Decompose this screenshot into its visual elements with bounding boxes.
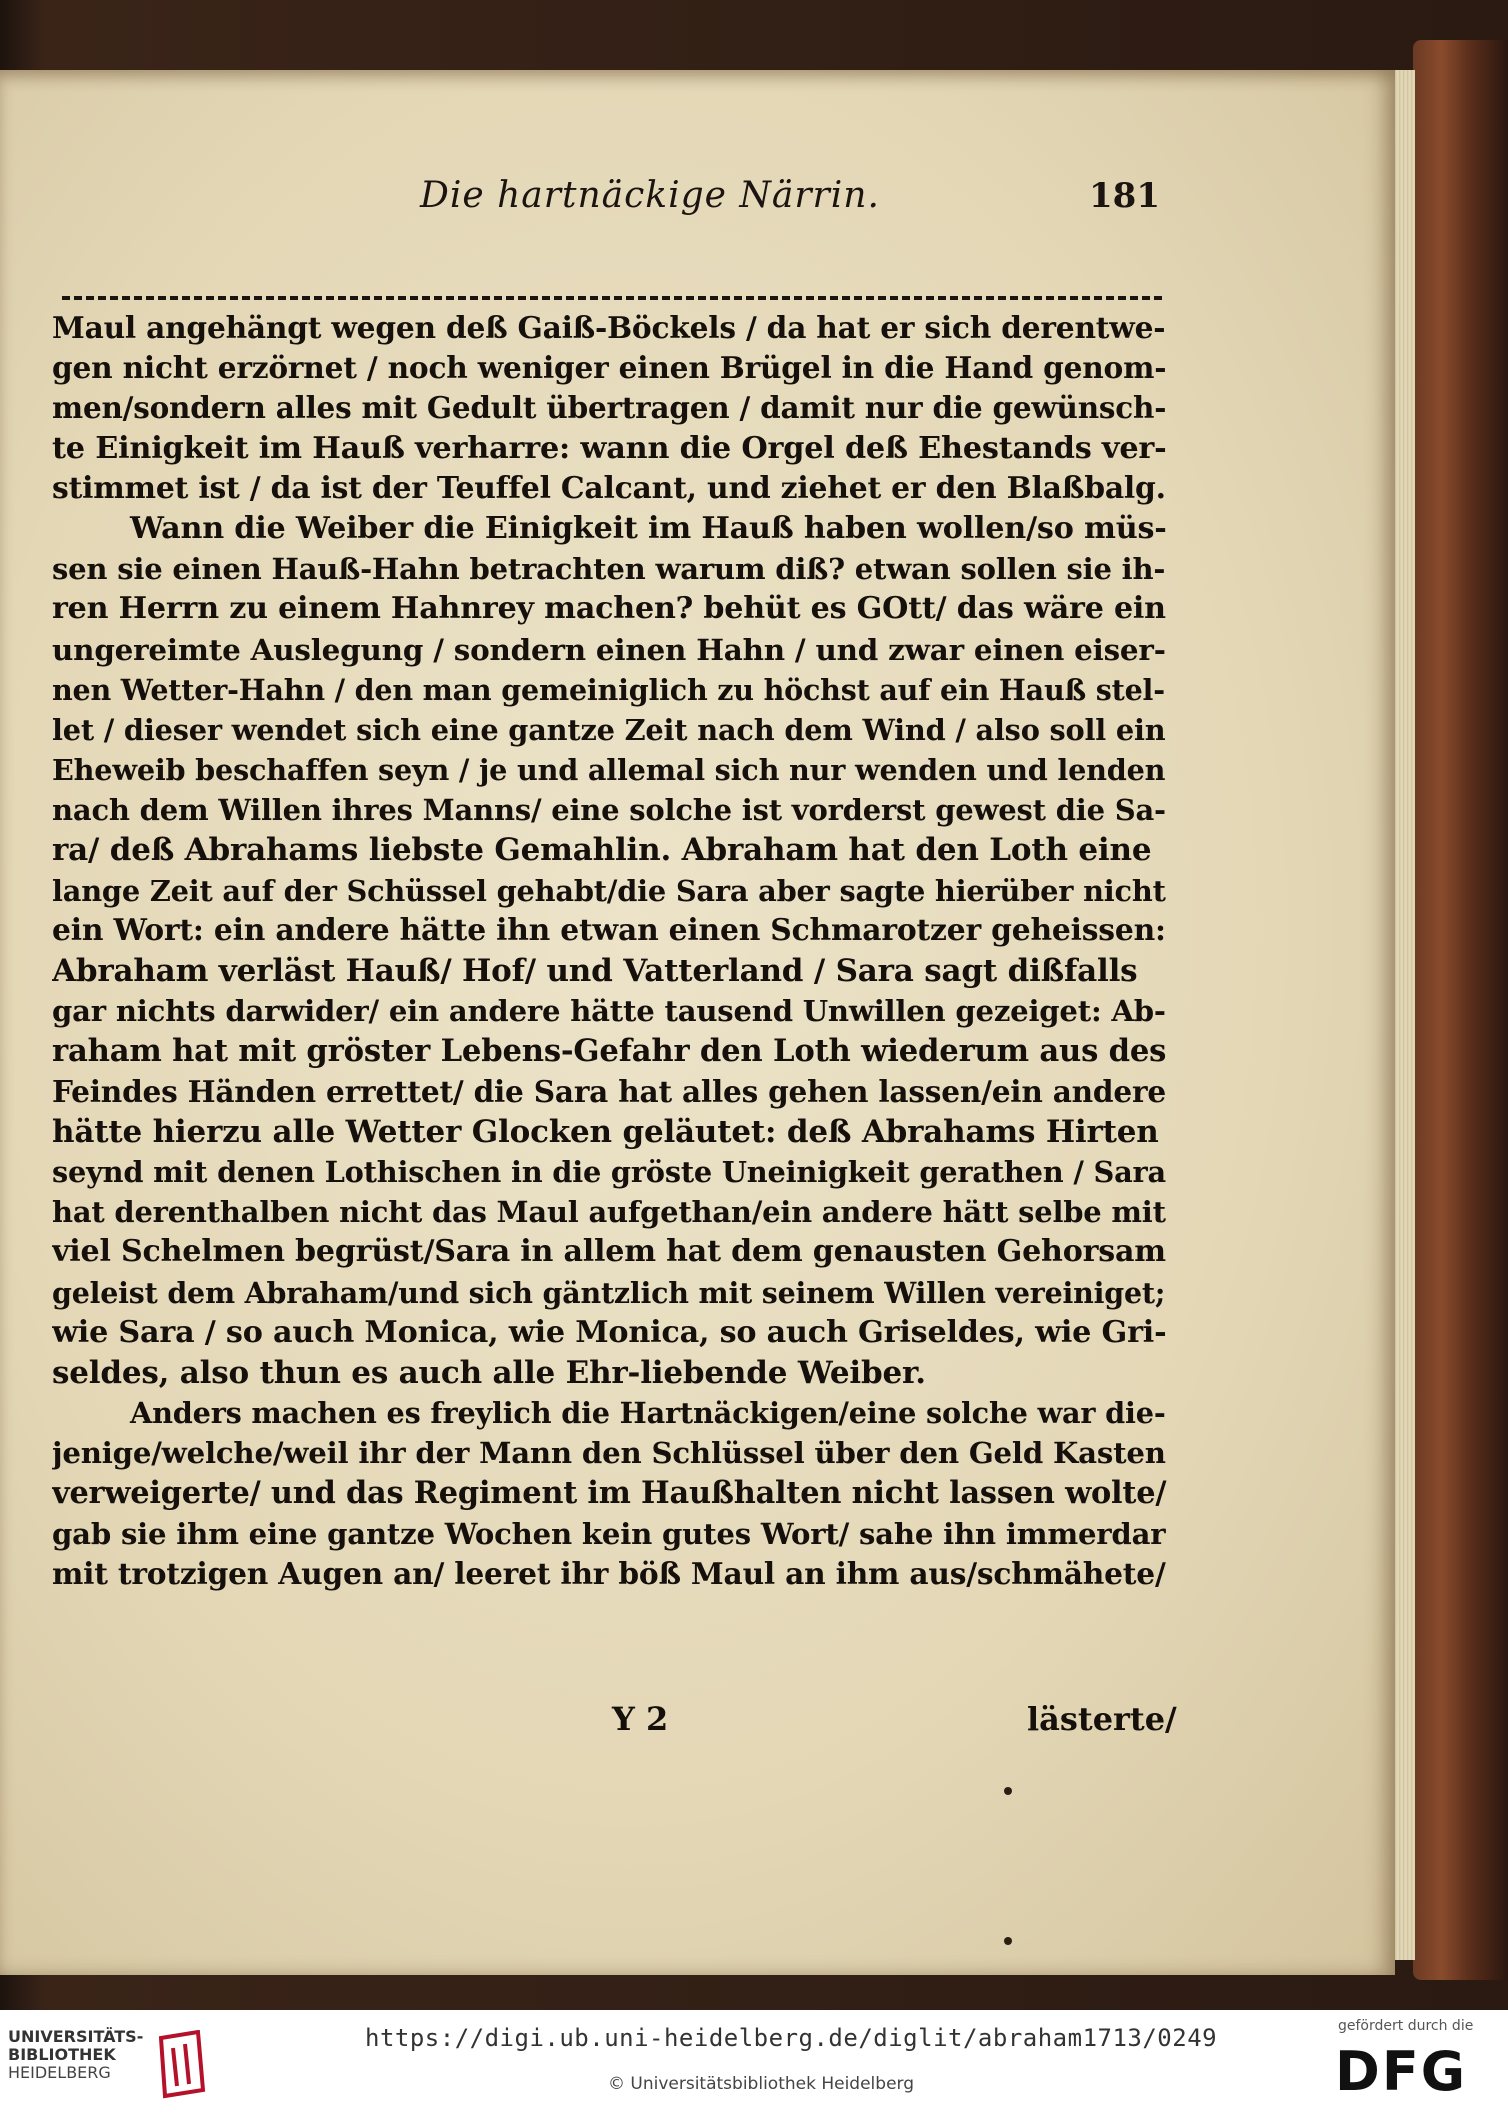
- ink-speck: [1004, 1937, 1012, 1945]
- text-line: nen Wetter-Hahn / den man gemeiniglich zu höchst auf ein Hauß stel-: [52, 672, 1165, 707]
- body-text: [52, 308, 1167, 1594]
- text-line: gab sie ihm eine gantze Wochen kein gutes Wort/ sahe ihn immerdar: [52, 1516, 1166, 1551]
- running-head: [420, 175, 1160, 216]
- catchword: lästerte/: [1027, 1700, 1177, 1738]
- text-line: geleist dem Abraham/und sich gäntzlich mit seinem Willen vereiniget;: [52, 1275, 1166, 1310]
- signature-mark: Y 2: [612, 1700, 669, 1738]
- book-cover-edge: [1413, 40, 1508, 1980]
- text-line: Eheweib beschaffen seyn / je und allemal sich nur wenden und lenden: [52, 753, 1166, 788]
- library-name: [8, 2028, 143, 2082]
- text-line: sen sie einen Hauß-Hahn betrachten warum diß? etwan sollen sie ih-: [52, 552, 1166, 587]
- text-line: Feindes Händen errettet/ die Sara hat alles gehen lassen/ein andere: [52, 1073, 1166, 1109]
- text-line: ren Herrn zu einem Hahnrey machen? behüt es GOtt/ das wäre ein: [52, 591, 1166, 627]
- text-line: hätte hierzu alle Wetter Glocken geläutet: deß Abrahams Hirten: [52, 1113, 1159, 1150]
- text-line: gen nicht erzörnet / noch weniger einen Brügel in die Hand genom-: [52, 350, 1167, 386]
- text-line: Abraham verläst Hauß/ Hof/ und Vatterland / Sara sagt dißfalls: [52, 953, 1138, 989]
- library-name-line3: HEIDELBERG: [8, 2063, 111, 2082]
- text-line: let / dieser wendet sich eine gantze Zeit nach dem Wind / also soll ein: [52, 712, 1166, 747]
- library-name-line2: BIBLIOTHEK: [8, 2045, 116, 2064]
- library-name-line1: UNIVERSITÄTS-: [8, 2027, 144, 2046]
- text-line: raham hat mit gröster Lebens-Gefahr den Loth wiederum aus des: [52, 1033, 1167, 1070]
- text-line: wie Sara / so auch Monica, wie Monica, so auch Griseldes, wie Gri-: [52, 1314, 1167, 1350]
- text-line: lange Zeit auf der Schüssel gehabt/die Sara aber sagte hierüber nicht: [52, 873, 1166, 908]
- running-title: Die hartnäckige Närrin.: [420, 175, 880, 216]
- page-number: 181: [1089, 176, 1160, 216]
- library-logo[interactable]: [8, 2022, 218, 2102]
- text-line: ra/ deß Abrahams liebste Gemahlin. Abraham hat den Loth eine: [52, 832, 1152, 869]
- text-line: te Einigkeit im Hauß verharre: wann die Orgel deß Ehestands ver-: [52, 430, 1167, 466]
- copyright-notice: © Universitätsbibliothek Heidelberg: [608, 2074, 915, 2094]
- text-line: jenige/welche/weil ihr der Mann den Schlüssel über den Geld Kasten: [52, 1436, 1166, 1471]
- text-line: ungereimte Auslegung / sondern einen Hahn / und zwar einen eiser-: [52, 631, 1166, 667]
- text-line: mit trotzigen Augen an/ leeret ihr böß Maul an ihm aus/schmähete/: [52, 1555, 1166, 1591]
- permalink-url[interactable]: https://digi.ub.uni-heidelberg.de/diglit/abraham1713/0249: [365, 2024, 1218, 2052]
- text-line: nach dem Willen ihres Manns/ eine solche ist vorderst gewest die Sa-: [52, 793, 1166, 828]
- header-rule: [62, 296, 1162, 300]
- text-line: verweigerte/ und das Regiment im Haußhalten nicht lassen wolte/: [52, 1475, 1167, 1512]
- text-line: Wann die Weiber die Einigkeit im Hauß haben wollen/so müs-: [130, 510, 1167, 546]
- text-line: stimmet ist / da ist der Teuffel Calcant, und ziehet er den Blaßbalg.: [52, 470, 1166, 506]
- funding-label: gefördert durch die: [1338, 2018, 1474, 2034]
- text-line: hat derenthalben nicht das Maul aufgethan/ein andere hätt selbe mit: [52, 1195, 1166, 1230]
- dfg-logo[interactable]: DFG: [1335, 2040, 1468, 2103]
- ink-speck: [1004, 1787, 1012, 1795]
- text-line: gar nichts darwider/ ein andere hätte tausend Unwillen gezeiget: Ab-: [52, 994, 1166, 1029]
- text-line: seldes, also thun es auch alle Ehr-liebende Weiber.: [52, 1354, 926, 1391]
- text-line: Maul angehängt wegen deß Gaiß-Böckels / da hat er sich derentwe-: [52, 310, 1166, 345]
- text-line: ein Wort: ein andere hätte ihn etwan einen Schmarotzer geheissen:: [52, 912, 1166, 948]
- text-line: viel Schelmen begrüst/Sara in allem hat dem genausten Gehorsam: [52, 1234, 1166, 1270]
- text-line: seynd mit denen Lothischen in die gröste Uneinigkeit gerathen / Sara: [52, 1154, 1166, 1189]
- text-line: Anders machen es freylich die Hartnäckigen/eine solche war die-: [130, 1396, 1166, 1431]
- library-emblem-icon: [153, 2030, 208, 2100]
- viewer-footer: [0, 2010, 1508, 2117]
- text-line: men/sondern alles mit Gedult übertragen / damit nur die gewünsch-: [52, 390, 1167, 426]
